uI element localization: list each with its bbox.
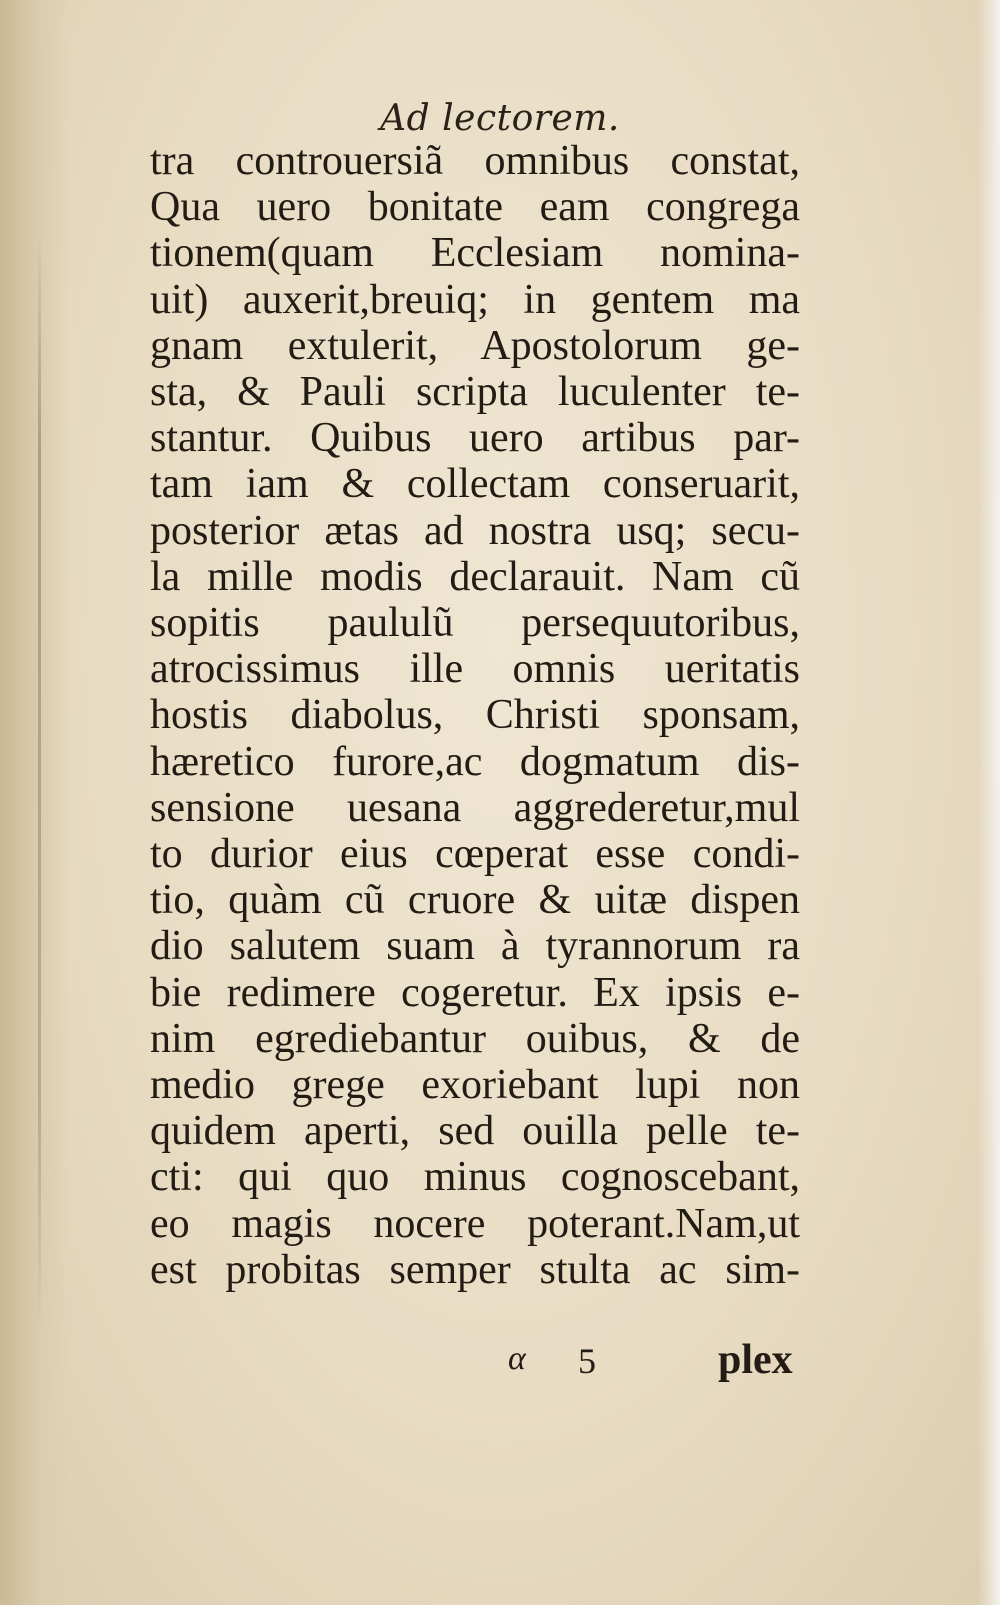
signature-number: 5 <box>578 1341 596 1381</box>
catchword: plex <box>718 1337 793 1383</box>
text-line: Qua uero bonitate eam congrega <box>150 184 800 231</box>
text-line: sta, & Pauli scripta luculenter te- <box>150 369 800 416</box>
binding-crease <box>38 230 41 1330</box>
text-line: tra controuersiã omnibus constat, <box>150 138 800 184</box>
text-line: cti: qui quo minus cognoscebant, <box>150 1154 800 1201</box>
text-line: atrocissimus ille omnis ueritatis <box>150 646 800 693</box>
text-line: dio salutem suam à tyrannorum ra <box>150 923 800 970</box>
page-footer <box>150 1337 800 1390</box>
text-line: eo magis nocere poterant.Nam,ut <box>150 1200 800 1247</box>
text-line: sopitis paululũ persequutoribus, <box>150 600 800 647</box>
text-line: tio, quàm cũ cruore & uitæ dispen <box>150 877 800 924</box>
text-line: la mille modis declarauit. Nam cũ <box>150 553 800 600</box>
body-text <box>150 138 800 1293</box>
text-line: hostis diabolus, Christi sponsam, <box>150 692 800 739</box>
signature-mark: α <box>508 1340 526 1377</box>
text-line: nim egrediebantur ouibus, & de <box>150 1015 800 1062</box>
page-gutter-shadow <box>0 0 70 1605</box>
text-line: bie redimere cogeretur. Ex ipsis e- <box>150 969 800 1016</box>
text-line: tam iam & collectam conseruarit, <box>150 461 800 508</box>
text-line: posterior ætas ad nostra usq; secu- <box>150 507 800 554</box>
text-line: quidem aperti, sed ouilla pelle te- <box>150 1108 800 1155</box>
text-line: sensione uesana aggrederetur,mul <box>150 784 800 831</box>
text-line: gnam extulerit, Apostolorum ge- <box>150 322 800 369</box>
running-title: Ad lectorem. <box>380 98 620 139</box>
text-line: hæretico furore,ac dogmatum dis- <box>150 738 800 785</box>
text-line: tionem(quam Ecclesiam nomina- <box>150 230 800 277</box>
text-line: to durior eius cœperat esse condi- <box>150 831 800 878</box>
text-line: medio grege exoriebant lupi non <box>150 1062 800 1109</box>
text-line: uit) auxerit,breuiq; in gentem ma <box>150 276 800 323</box>
text-line: est probitas semper stulta ac sim- <box>150 1246 800 1293</box>
page-edge <box>978 0 1000 1605</box>
text-line: stantur. Quibus uero artibus par- <box>150 415 800 462</box>
